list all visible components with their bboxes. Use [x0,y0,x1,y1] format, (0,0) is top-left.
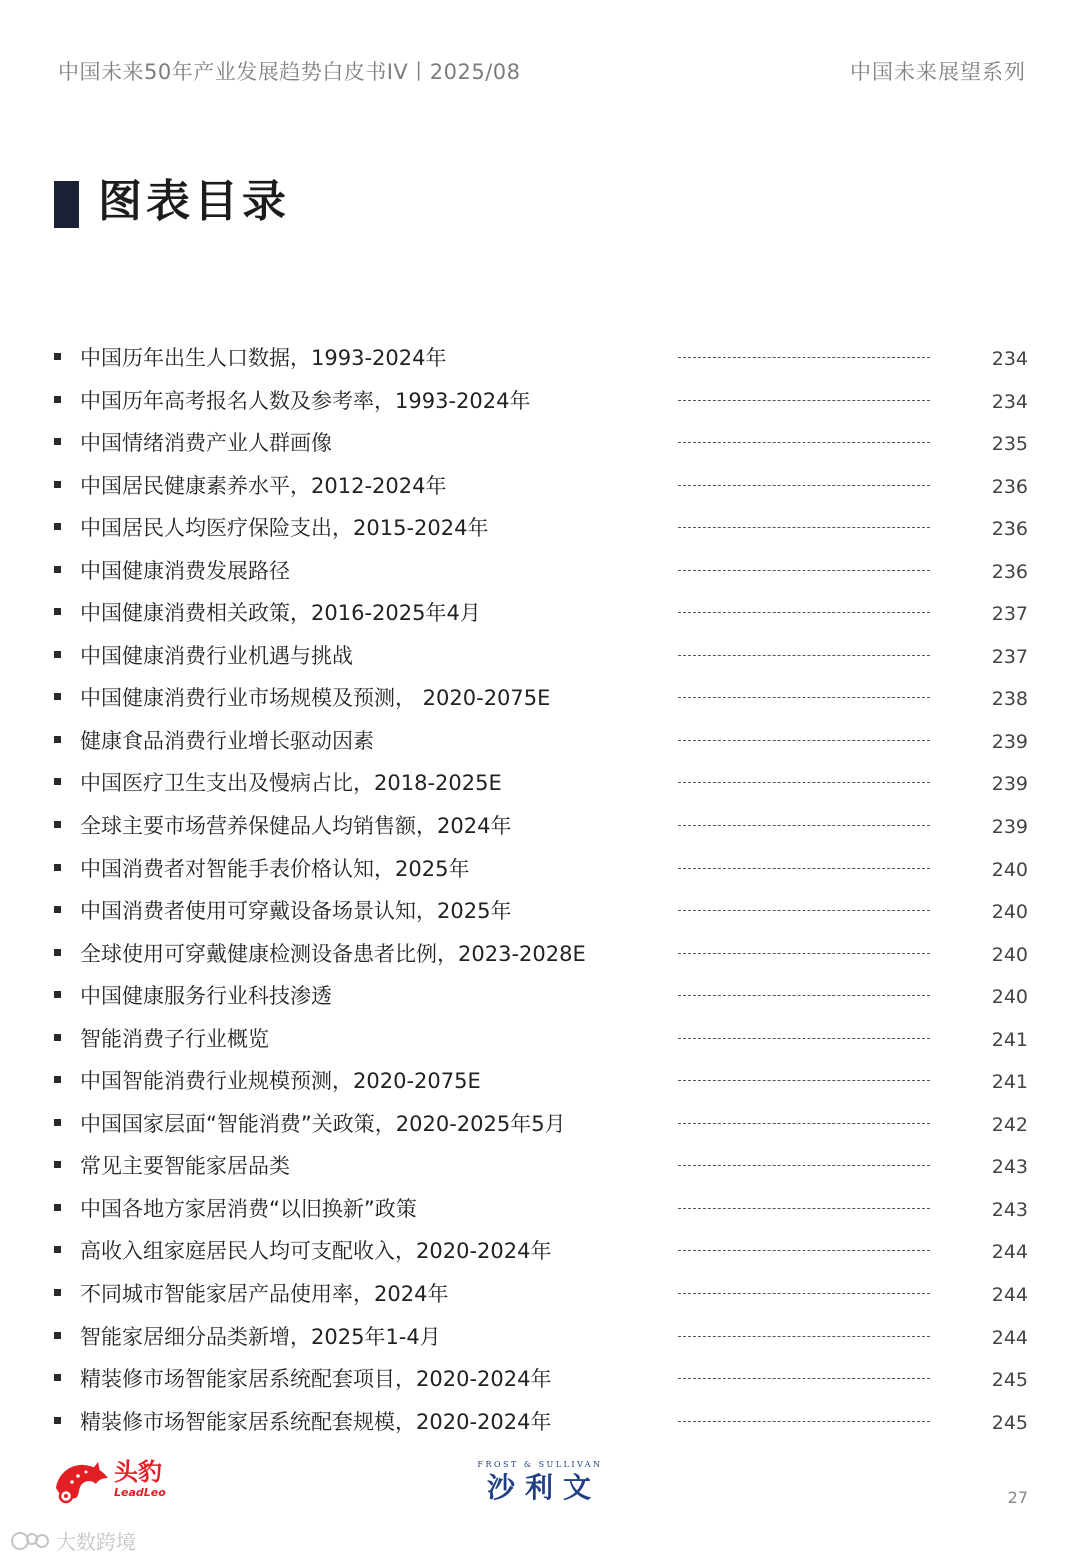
toc-entry-label: 高收入组家庭居民人均可支配收入，2020-2024年 [80,1239,552,1264]
toc-entry-page: 240 [991,901,1028,924]
toc-entry-label: 中国历年出生人口数据，1993-2024年 [80,346,447,370]
toc-entry-page: 241 [991,1028,1028,1051]
toc-entry-label: 不同城市智能家居产品使用率，2024年 [80,1282,449,1307]
bullet-icon [54,864,61,871]
toc-entry-label: 中国健康消费行业市场规模及预测， 2020-2075E [80,686,551,711]
toc-entry-label: 中国智能消费行业规模预测，2020-2075E [80,1069,481,1094]
toc-entry-page: 234 [991,390,1028,413]
bullet-icon [54,608,61,615]
title-accent-bar [54,181,79,228]
toc-entry-page: 243 [991,1198,1028,1221]
toc-entry [0,890,1080,933]
dot-leader [678,1208,930,1209]
bullet-icon [54,736,61,743]
toc-entry [0,1316,1080,1359]
bullet-icon [54,523,61,530]
toc-entry-page: 243 [991,1156,1028,1179]
toc-entry-page: 239 [991,773,1028,796]
toc-entry [0,1188,1080,1231]
toc-entry-page: 238 [991,688,1028,711]
frost-sullivan-logo [465,1460,615,1507]
toc-entry [0,1103,1080,1146]
dot-leader [678,1336,930,1337]
toc-entry-page: 244 [991,1326,1028,1349]
dot-leader [678,357,930,358]
toc-entry [0,380,1080,423]
bullet-icon [54,693,61,700]
toc-entry-label: 全球主要市场营养保健品人均销售额，2024年 [80,814,512,839]
dot-leader [678,697,930,698]
bullet-icon [54,906,61,913]
bullet-icon [54,778,61,785]
toc-entry [0,933,1080,976]
toc-entry-label: 智能消费子行业概览 [80,1026,269,1051]
toc-entry-page: 236 [991,518,1028,541]
dot-leader [678,995,930,996]
toc-entry-page: 237 [991,645,1028,668]
bullet-icon [54,1417,61,1424]
dot-leader [678,953,930,954]
header-series-name: 中国未来展望系列 [850,60,1026,84]
toc-entry [0,762,1080,805]
toc-entry [0,1401,1080,1444]
toc-entry-label: 中国健康消费相关政策，2016-2025年4月 [80,601,481,626]
bullet-icon [54,991,61,998]
toc-entry [0,337,1080,380]
bullet-icon [54,1034,61,1041]
bullet-icon [54,1289,61,1296]
toc-entry [0,507,1080,550]
frost-chinese-name: 沙利文 [486,1471,601,1504]
toc-entry-page: 245 [991,1369,1028,1392]
toc-entry [0,1060,1080,1103]
dot-leader [678,570,930,571]
dot-leader [678,910,930,911]
bullet-icon [54,949,61,956]
watermark [10,1526,136,1555]
page-title: 图表目录 [98,176,290,227]
toc-entry-label: 中国居民人均医疗保险支出，2015-2024年 [80,516,489,541]
toc-entry-label: 中国消费者对智能手表价格认知，2025年 [80,856,470,881]
bullet-icon [54,481,61,488]
dot-leader [678,740,930,741]
toc-entry-page: 237 [991,603,1028,626]
toc-entry-page: 240 [991,986,1028,1009]
toc-entry-page: 242 [991,1113,1028,1136]
toc-entry-label: 智能家居细分品类新增，2025年1-4月 [80,1324,441,1349]
bullet-icon [54,1161,61,1168]
toc-entry-page: 235 [991,433,1028,456]
toc-entry [0,635,1080,678]
toc-entry-label: 中国健康服务行业科技渗透 [80,984,332,1009]
toc-entry-page: 244 [991,1284,1028,1307]
toc-entry [0,848,1080,891]
toc-entry [0,1145,1080,1188]
toc-entry-label: 中国各地方家居消费“以旧换新”政策 [80,1196,417,1221]
toc-entry-page: 234 [991,348,1028,370]
toc-entry-page: 236 [991,475,1028,498]
toc-entry-label: 全球使用可穿戴健康检测设备患者比例，2023-2028E [80,941,586,966]
bullet-icon [54,1332,61,1339]
toc-entry [0,805,1080,848]
dot-leader [678,1123,930,1124]
dot-leader [678,400,930,401]
dot-leader [678,1293,930,1294]
leopard-logo-icon [52,1458,110,1504]
dot-leader [678,782,930,783]
toc-entry-page: 245 [991,1411,1028,1434]
toc-entry-label: 精装修市场智能家居系统配套规模，2020-2024年 [80,1409,552,1434]
toc-entry [0,422,1080,465]
toc-entry [0,720,1080,763]
bullet-icon [54,1246,61,1253]
leadleo-chinese-name: 头豹 [114,1458,162,1486]
toc-entry-page: 239 [991,816,1028,839]
bullet-icon [54,438,61,445]
dot-leader [678,1378,930,1379]
dot-leader [678,655,930,656]
bullet-icon [54,566,61,573]
chart-index-list [0,337,1080,1443]
toc-entry-label: 中国情绪消费产业人群画像 [80,431,332,456]
dot-leader [678,1038,930,1039]
toc-entry [0,465,1080,508]
dot-leader [678,1080,930,1081]
toc-entry-label: 中国历年高考报名人数及参考率，1993-2024年 [80,388,531,413]
toc-entry-page: 241 [991,1071,1028,1094]
toc-entry [0,1230,1080,1273]
bullet-icon [54,1204,61,1211]
toc-entry-page: 240 [991,943,1028,966]
toc-entry-page: 244 [991,1241,1028,1264]
toc-entry [0,550,1080,593]
toc-entry [0,975,1080,1018]
leadleo-logo [52,1458,182,1506]
dot-leader [678,527,930,528]
toc-entry [0,677,1080,720]
toc-entry-label: 中国国家层面“智能消费”关政策，2020-2025年5月 [80,1111,566,1136]
bullet-icon [54,396,61,403]
page-number: 27 [1007,1488,1028,1507]
dot-leader [678,868,930,869]
watermark-text: 大数跨境 [56,1530,136,1554]
frost-english-name: FROST & SULLIVAN [477,1460,603,1469]
dot-leader [678,485,930,486]
toc-entry-label: 中国健康消费行业机遇与挑战 [80,643,353,668]
leadleo-english-name: LeadLeo [114,1486,166,1499]
toc-entry-label: 中国消费者使用可穿戴设备场景认知，2025年 [80,899,512,924]
bullet-icon [54,1374,61,1381]
dot-leader [678,442,930,443]
toc-entry-label: 健康食品消费行业增长驱动因素 [80,728,374,753]
dot-leader [678,612,930,613]
toc-entry-label: 中国居民健康素养水平，2012-2024年 [80,473,447,498]
toc-entry-label: 中国医疗卫生支出及慢病占比，2018-2025E [80,771,502,796]
toc-entry [0,1273,1080,1316]
toc-entry-page: 240 [991,858,1028,881]
toc-entry-label: 精装修市场智能家居系统配套项目，2020-2024年 [80,1367,552,1392]
bullet-icon [54,821,61,828]
toc-entry [0,1358,1080,1401]
dot-leader [678,1165,930,1166]
bullet-icon [54,651,61,658]
dot-leader [678,825,930,826]
watermark-logo-icon [10,1531,50,1551]
toc-entry-label: 常见主要智能家居品类 [80,1154,290,1179]
dot-leader [678,1250,930,1251]
toc-entry [0,1018,1080,1061]
header-report-title: 中国未来50年产业发展趋势白皮书IV丨2025/08 [58,60,521,84]
toc-entry-label: 中国健康消费发展路径 [80,558,290,583]
bullet-icon [54,1119,61,1126]
toc-entry [0,592,1080,635]
toc-entry-page: 239 [991,730,1028,753]
bullet-icon [54,353,61,360]
dot-leader [678,1421,930,1422]
bullet-icon [54,1076,61,1083]
toc-entry-page: 236 [991,560,1028,583]
